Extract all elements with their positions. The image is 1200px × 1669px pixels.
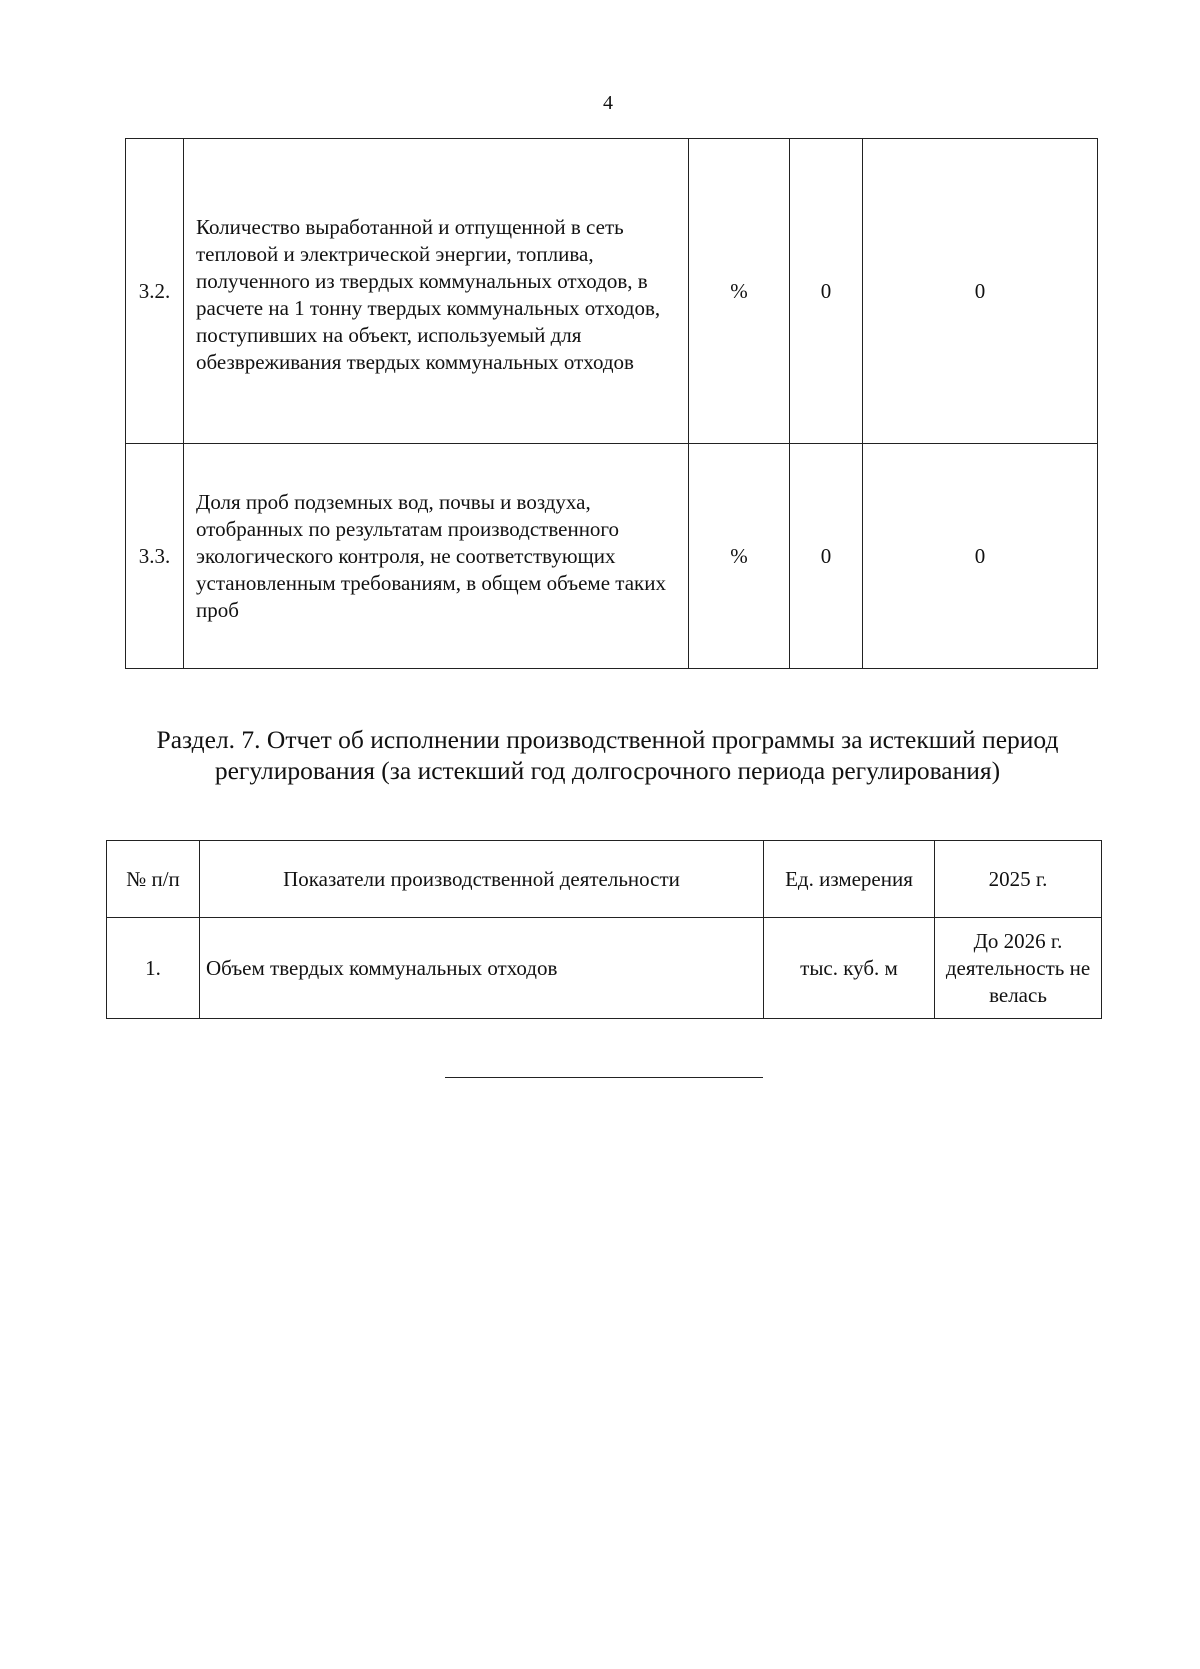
- report-table: [106, 840, 1102, 1019]
- indicators-table: [125, 138, 1098, 669]
- unit-cell: %: [689, 444, 790, 669]
- unit-cell: %: [689, 139, 790, 444]
- end-divider: [445, 1077, 763, 1078]
- page-number: 4: [603, 92, 613, 114]
- indicator-name: Количество выработанной и отпущенной в сеть тепловой и электрической энергии, топлива, полученного из твердых коммунальных отходов, в расчете на 1 тонну твердых коммунальных отходов, поступивших на объект, используемый для обезвреживания твердых коммунальных отходов: [184, 139, 689, 444]
- indicator-name: Объем твердых коммунальных отходов: [200, 918, 764, 1019]
- value-cell: До 2026 г. деятельность не велась: [935, 918, 1102, 1019]
- unit-cell: тыс. куб. м: [764, 918, 935, 1019]
- row-number: 1.: [107, 918, 200, 1019]
- value-cell: 0: [790, 139, 863, 444]
- value-cell: 0: [863, 139, 1098, 444]
- indicator-name: Доля проб подземных вод, почвы и воздуха, отобранных по результатам производственного экологического контроля, не соответствующих установленным требованиям, в общем объеме таких проб: [184, 444, 689, 669]
- value-cell: 0: [790, 444, 863, 669]
- table-row: [126, 444, 1098, 669]
- table-row: [126, 139, 1098, 444]
- value-cell: 0: [863, 444, 1098, 669]
- header-unit: Ед. измерения: [764, 841, 935, 918]
- header-year: 2025 г.: [935, 841, 1102, 918]
- section-title: Раздел. 7. Отчет об исполнении производственной программы за истекший период регулирования (за истекший год долгосрочного периода регулирования): [156, 725, 1059, 785]
- table-header-row: [107, 841, 1102, 918]
- row-number: 3.2.: [126, 139, 184, 444]
- table-row: [107, 918, 1102, 1019]
- row-number: 3.3.: [126, 444, 184, 669]
- header-indicator: Показатели производственной деятельности: [200, 841, 764, 918]
- header-num: № п/п: [107, 841, 200, 918]
